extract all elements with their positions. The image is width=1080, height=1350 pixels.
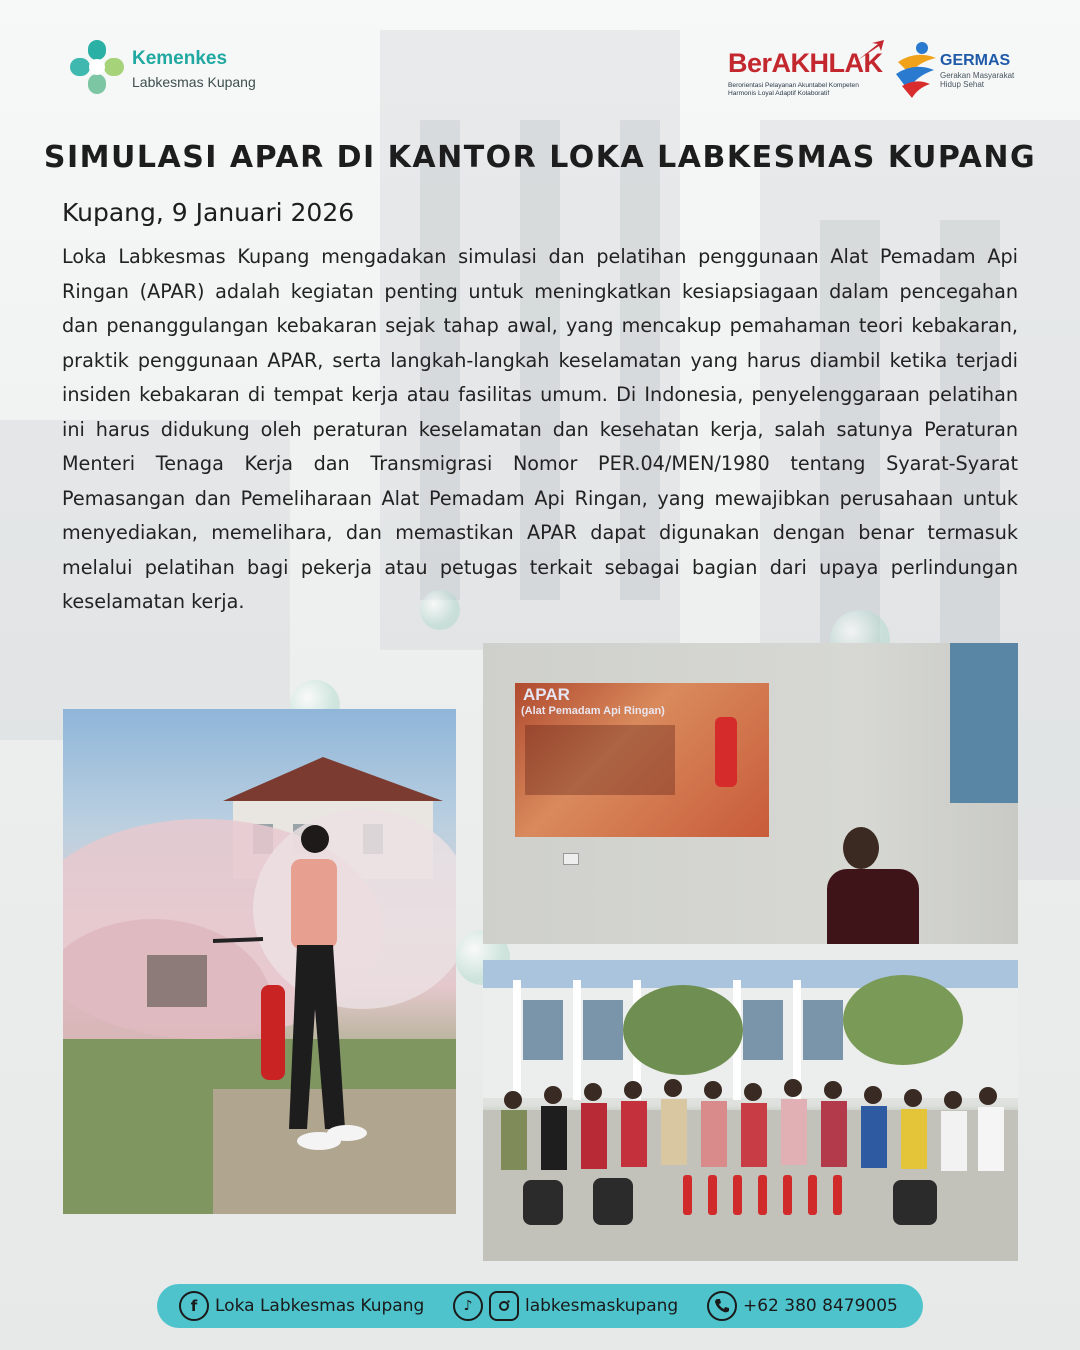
instagram-glyph: [496, 1298, 512, 1314]
article-title: SIMULASI APAR DI KANTOR LOKA LABKESMAS KUPANG: [43, 140, 1037, 175]
germas-figure-icon: [892, 40, 940, 98]
kemenkes-name: Kemenkes: [132, 48, 228, 69]
facebook-contact[interactable]: [179, 1284, 424, 1328]
kemenkes-logo: [68, 38, 268, 98]
germas-tagline: Gerakan Masyarakat Hidup Sehat: [940, 71, 1015, 89]
article-body: Loka Labkesmas Kupang mengadakan simulasi dan pelatihan penggunaan Alat Pemadam Api Ringan (APAR) adalah kegiatan penting untuk meningkatkan kesiapsiagaan dalam pencegahan dan penanggulangan kebakaran sejak tahap awal, yang mencakup pemahaman teori kebakaran, praktik penggunaan APAR, serta langkah-langkah keselamatan yang harus diambil ketika terjadi insiden kebakaran di tempat kerja atau fasilitas umum. Di Indonesia, penyelenggaraan pelatihan ini harus didukung oleh peraturan keselamatan dan kesehatan kerja, salah satunya Peraturan Menteri Tenaga Kerja dan Transmigrasi Nomor PER.04/MEN/1980 tentang Syarat-Syarat Pemasangan dan Pemeliharaan Alat Pemadam Api Ringan, yang mewajibkan perusahaan untuk menyediakan, memelihara, dan memastikan APAR dapat digunakan dengan benar termasuk melalui pelatihan bagi pekerja atau petugas terkait sebagai bagian dari upaya perlindungan keselamatan kerja.: [62, 245, 1018, 613]
facebook-label: Loka Labkesmas Kupang: [215, 1296, 425, 1316]
wall-socket: [563, 853, 579, 865]
photo-group: [483, 960, 1018, 1261]
kemenkes-subtitle: Labkesmas Kupang: [132, 74, 256, 90]
presenter-body: [827, 869, 919, 944]
instagram-label: labkesmaskupang: [525, 1296, 679, 1316]
berakhlak-logo: [728, 40, 888, 100]
phone-glyph: [714, 1298, 730, 1314]
slide-subtitle: (Alat Pemadam Api Ringan): [521, 705, 665, 717]
photo-extinguisher-practice: [63, 709, 456, 1214]
phone-contact[interactable]: [707, 1284, 898, 1328]
tiktok-icon: ♪: [453, 1291, 483, 1321]
berakhlak-word: BerAKHLAK: [728, 48, 883, 78]
extinguisher-practice-illustration: [63, 709, 456, 1214]
slide-title: APAR: [523, 685, 570, 704]
contact-footer: [157, 1284, 923, 1328]
phone-label: +62 380 8479005: [743, 1296, 898, 1316]
germas-word: GERMAS: [940, 52, 1011, 69]
projected-slide: [515, 683, 769, 837]
presenter-head: [843, 827, 879, 869]
extinguisher-image: [715, 717, 737, 787]
instagram-icon: [489, 1291, 519, 1321]
berakhlak-tagline: Berorientasi Pelayanan Akuntabel Kompeten Harmonis Loyal Adaptif Kolaboratif: [728, 82, 859, 97]
article-dateline: Kupang, 9 Januari 2026: [62, 198, 355, 227]
kemenkes-emblem-icon: [68, 38, 126, 96]
slide-text-block: [525, 725, 675, 795]
germas-logo: [892, 38, 1022, 102]
facebook-icon: f: [179, 1291, 209, 1321]
phone-icon: [707, 1291, 737, 1321]
photo-presentation: [483, 643, 1018, 944]
instagram-contact[interactable]: [453, 1284, 678, 1328]
group-photo-illustration: [483, 960, 1018, 1261]
window: [950, 643, 1018, 803]
